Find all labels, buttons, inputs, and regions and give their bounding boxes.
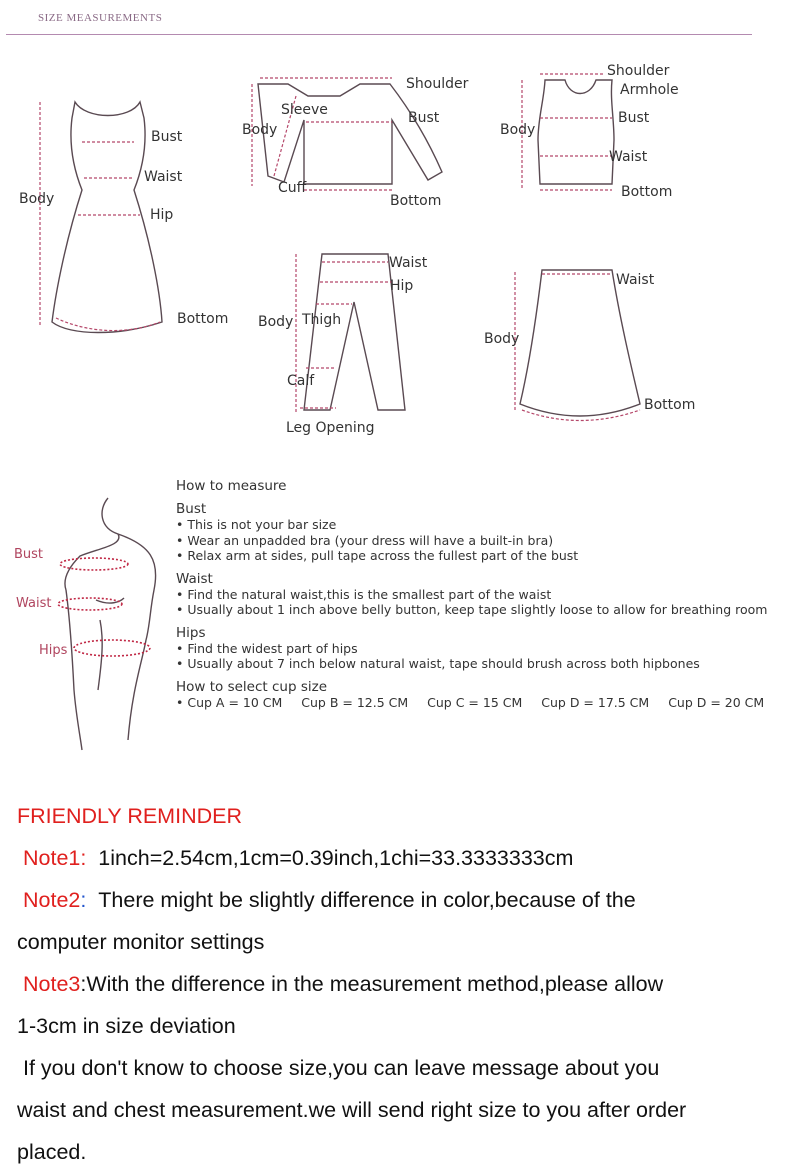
closing-line: placed.: [17, 1140, 87, 1164]
vest-body-label: Body: [500, 122, 536, 138]
bust-tip: • This is not your bar size: [176, 517, 337, 532]
vest-bust-label: Bust: [618, 110, 650, 126]
pants-body-label: Body: [258, 314, 294, 330]
note3-text-cont: 1-3cm in size deviation: [17, 1014, 236, 1038]
top-bottom-label: Bottom: [390, 193, 442, 209]
figure-hips-label: Hips: [39, 643, 68, 658]
cup-item: Cup D = 20 CM: [668, 694, 765, 710]
dress-bottom-label: Bottom: [177, 311, 229, 327]
cup-item: • Cup A = 10 CM: [176, 694, 283, 710]
bust-tip: • Relax arm at sides, pull tape across the fullest part of the bust: [176, 548, 579, 563]
how-to-measure-section: [176, 478, 796, 711]
vest-armhole-label: Armhole: [620, 82, 679, 98]
pants-calf-label: Calf: [287, 373, 315, 389]
cup-size-list: [176, 695, 796, 711]
top-bust-label: Bust: [408, 110, 440, 126]
skirt-body-label: Body: [484, 331, 520, 347]
pants-hip-label: Hip: [390, 278, 414, 294]
note3-label: Note3: [22, 972, 81, 996]
closing-line: waist and chest measurement.we will send right size to you after order: [17, 1098, 687, 1122]
note2-colon: :: [80, 888, 87, 912]
note3-text: :With the difference in the measurement method,please allow: [80, 972, 664, 996]
dress-body-label: Body: [19, 191, 55, 207]
vest-bottom-label: Bottom: [621, 184, 673, 200]
vest-waist-label: Waist: [609, 149, 648, 165]
closing-line: If you don't know to choose size,you can leave message about you: [22, 1056, 660, 1080]
reminder-title: FRIENDLY REMINDER: [17, 804, 242, 828]
body-silhouette: [65, 498, 156, 750]
skirt-waist-label: Waist: [616, 272, 655, 288]
note1-line: [17, 837, 573, 879]
top-outline: [258, 84, 442, 184]
note2-text-cont: computer monitor settings: [17, 930, 265, 954]
waist-tip: • Usually about 1 inch above belly button, keep tape slightly loose to allow for breathing room: [176, 602, 768, 617]
bust-tip: • Wear an unpadded bra (your dress will have a built-in bra): [176, 532, 554, 548]
vest-outline: [538, 80, 614, 184]
dress-outline: [52, 102, 162, 333]
figure-bust-label: Bust: [14, 547, 44, 562]
dress-waist-label: Waist: [144, 169, 183, 185]
figure-hips-tape: [74, 640, 150, 656]
dress-bust-label: Bust: [151, 129, 183, 145]
note1-text: 1inch=2.54cm,1cm=0.39inch,1chi=33.3333333cm: [98, 846, 574, 870]
hips-tip: • Usually about 7 inch below natural waist, tape should brush across both hipbones: [176, 656, 700, 671]
note2-line: [17, 879, 636, 921]
skirt-outline: [520, 270, 640, 416]
bust-heading: Bust: [176, 501, 207, 517]
figure-waist-label: Waist: [16, 596, 52, 611]
cup-item: Cup D = 17.5 CM: [541, 694, 650, 710]
note1-label: Note1:: [22, 846, 87, 870]
skirt-bottom-label: Bottom: [644, 397, 696, 413]
pants-waist-label: Waist: [389, 255, 428, 271]
hips-tip: • Find the widest part of hips: [176, 640, 358, 656]
top-body-label: Body: [242, 122, 278, 138]
note2-text: There might be slightly difference in color,because of the: [98, 888, 636, 912]
waist-heading: Waist: [176, 570, 213, 587]
vest-shoulder-label: Shoulder: [607, 63, 670, 79]
note2-label: Note2: [22, 888, 81, 912]
cup-item: Cup C = 15 CM: [427, 694, 523, 710]
pants-leg-opening-label: Leg Opening: [286, 420, 375, 436]
dress-bottom-line: [56, 318, 160, 331]
header-title: SIZE MEASUREMENTS: [38, 12, 163, 24]
top-cuff-label: Cuff: [278, 180, 307, 196]
cup-item: Cup B = 12.5 CM: [301, 694, 409, 710]
hips-heading: Hips: [176, 624, 206, 641]
top-sleeve-label: Sleeve: [281, 102, 328, 118]
waist-tip: • Find the natural waist,this is the smallest part of the waist: [176, 586, 552, 602]
note3-line: [17, 963, 663, 1005]
skirt-bottom-line: [522, 410, 640, 421]
cup-heading: How to select cup size: [176, 678, 328, 695]
dress-hip-label: Hip: [150, 207, 174, 223]
top-shoulder-label: Shoulder: [406, 76, 469, 92]
pants-thigh-label: Thigh: [302, 312, 342, 328]
how-to-title: How to measure: [176, 478, 287, 494]
